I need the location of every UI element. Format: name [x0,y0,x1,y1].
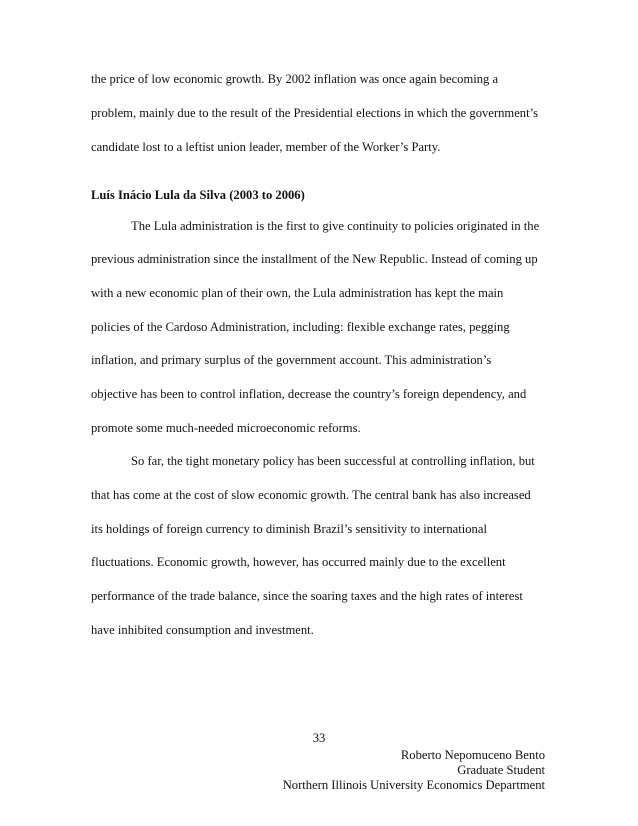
footer-affiliation: Northern Illinois University Economics Department [282,778,545,792]
body-text-line: objective has been to control inflation, decrease the country’s foreign dependency, and [91,387,527,401]
body-text-line: So far, the tight monetary policy has been successful at controlling inflation, but [131,454,535,468]
section-heading: Luís Inácio Lula da Silva (2003 to 2006) [91,188,305,202]
footer-author: Roberto Nepomuceno Bento [400,748,545,762]
body-text-line: policies of the Cardoso Administration, including: flexible exchange rates, pegging [91,320,510,334]
body-text-line: fluctuations. Economic growth, however, has occurred mainly due to the excellent [91,555,506,569]
body-text-line: candidate lost to a leftist union leader, member of the Worker’s Party. [91,140,441,154]
body-text-line: previous administration since the installment of the New Republic. Instead of coming up [91,252,538,266]
footer-role: Graduate Student [457,763,545,777]
page-number: 33 [312,731,326,745]
body-text-line: performance of the trade balance, since the soaring taxes and the high rates of interest [91,589,523,603]
body-text-line: that has come at the cost of slow economic growth. The central bank has also increased [91,488,531,502]
body-text-line: problem, mainly due to the result of the Presidential elections in which the government’s [91,106,538,120]
body-text-line: The Lula administration is the first to give continuity to policies originated in the [131,219,540,233]
body-text-line: its holdings of foreign currency to diminish Brazil’s sensitivity to international [91,522,487,536]
body-text-line: inflation, and primary surplus of the government account. This administration’s [91,353,492,367]
body-text-line: the price of low economic growth. By 2002 inflation was once again becoming a [91,72,499,86]
body-text-line: have inhibited consumption and investment. [91,623,314,637]
body-text-line: with a new economic plan of their own, the Lula administration has kept the main [91,286,504,300]
body-text-line: promote some much-needed microeconomic reforms. [91,421,361,435]
